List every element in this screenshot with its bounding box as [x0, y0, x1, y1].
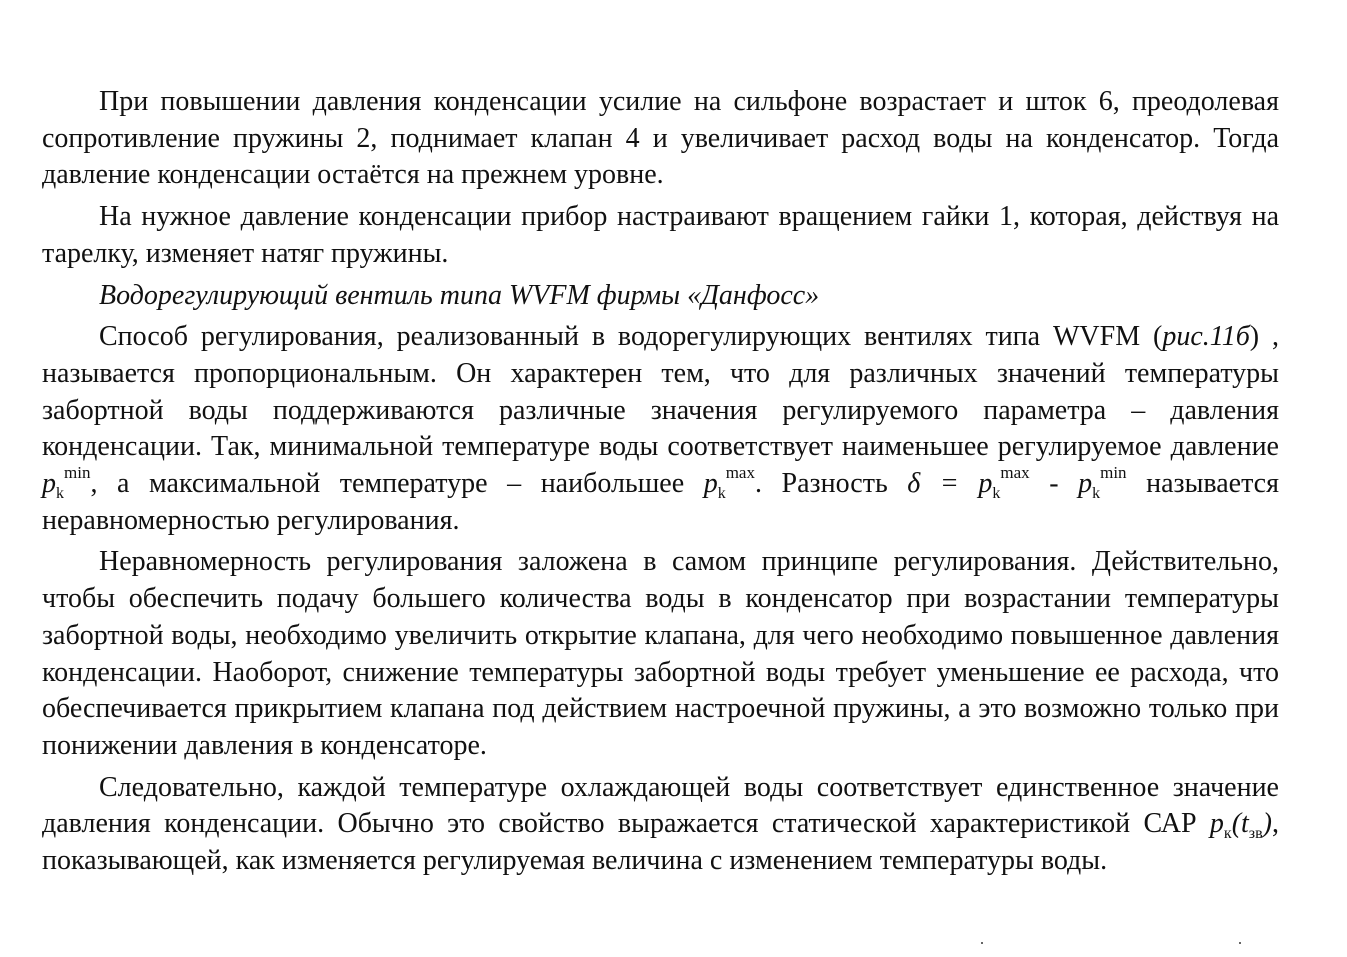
p3-text-4: . Разность: [754, 468, 908, 500]
pressure-symbol: p: [42, 468, 56, 500]
p3-text-3: , а максимальной температуре – наибольшее: [90, 468, 704, 500]
subscript-k: k: [56, 485, 64, 503]
open-paren: (: [1231, 808, 1242, 840]
superscript-min: min: [1100, 463, 1127, 483]
close-paren: ): [1262, 808, 1272, 840]
subscript-k: к: [1223, 825, 1232, 843]
paragraph-4: Неравномерность регулирования заложена в самом принципе регулирования. Действительно, чтобы обеспечить подачу большего количества воды в конденсатор при возрастании температуры забортной воды, необходимо увеличить открытие клапана, для чего необходимо повышенное давления конденсации. Наоборот, снижение температуры забортной воды требует уменьшение ее расхода, что обеспечивается прикрытием клапана под действием настроечной пружины, а это возможно только при понижении давления в конденсаторе.: [42, 546, 1279, 761]
superscript-max: max: [725, 463, 755, 483]
figure-reference: рис.11б: [1162, 321, 1250, 353]
paragraph-3: [42, 319, 1279, 539]
p5-text-2: , показывающей, как изменяется регулируемая величина с изменением температуры воды.: [42, 808, 1279, 877]
subscript-k: k: [1092, 485, 1101, 503]
p3-text-1: Способ регулирования, реализованный в водорегулирующих вентилях типа WVFM (: [99, 321, 1163, 353]
subscript-k: k: [992, 485, 1001, 503]
p5-text-1: Следовательно, каждой температуре охлаждающей воды соответствует единственное значение давления конденсации. Обычно это свойство выражается статической характеристикой САР: [42, 771, 1279, 840]
superscript-min: min: [64, 463, 91, 483]
scan-speck: [981, 942, 983, 944]
subscript-zv: зв: [1248, 825, 1263, 843]
scan-speck: [1239, 942, 1241, 944]
paragraph-5: [42, 770, 1279, 880]
p3-text-5: называется неравномерностью регулирования.: [42, 468, 1279, 536]
delta-equation: δ = p: [907, 468, 993, 500]
pressure-symbol: p: [1078, 468, 1093, 500]
paragraph-1: При повышении давления конденсации усилие на сильфоне возрастает и шток 6, преодолевая сопротивление пружины 2, поднимает клапан 4 и увеличивает расход воды на конденсатор. Тогда давление конденсации остаётся на прежнем уровне.: [42, 86, 1279, 191]
pressure-symbol: p: [1209, 808, 1224, 840]
section-heading: Водорегулирующий вентиль типа WVFM фирмы «Данфосс»: [99, 279, 820, 311]
temperature-symbol: t: [1241, 808, 1249, 840]
subscript-k: k: [717, 485, 726, 503]
p3-text-2: ) , называется пропорциональным. Он характерен тем, что для различных значений температуры забортной воды поддерживаются различные значения регулируемого параметра – давления конденсации. Так, минимальной температуре воды соответствует наименьшее регулируемое давление: [42, 321, 1279, 463]
superscript-max: max: [1000, 463, 1030, 483]
paragraph-2: На нужное давление конденсации прибор настраивают вращением гайки 1, которая, действуя на тарелку, изменяет натяг пружины.: [42, 201, 1279, 269]
pressure-symbol: p: [703, 468, 718, 500]
minus-sign: -: [1029, 468, 1079, 500]
